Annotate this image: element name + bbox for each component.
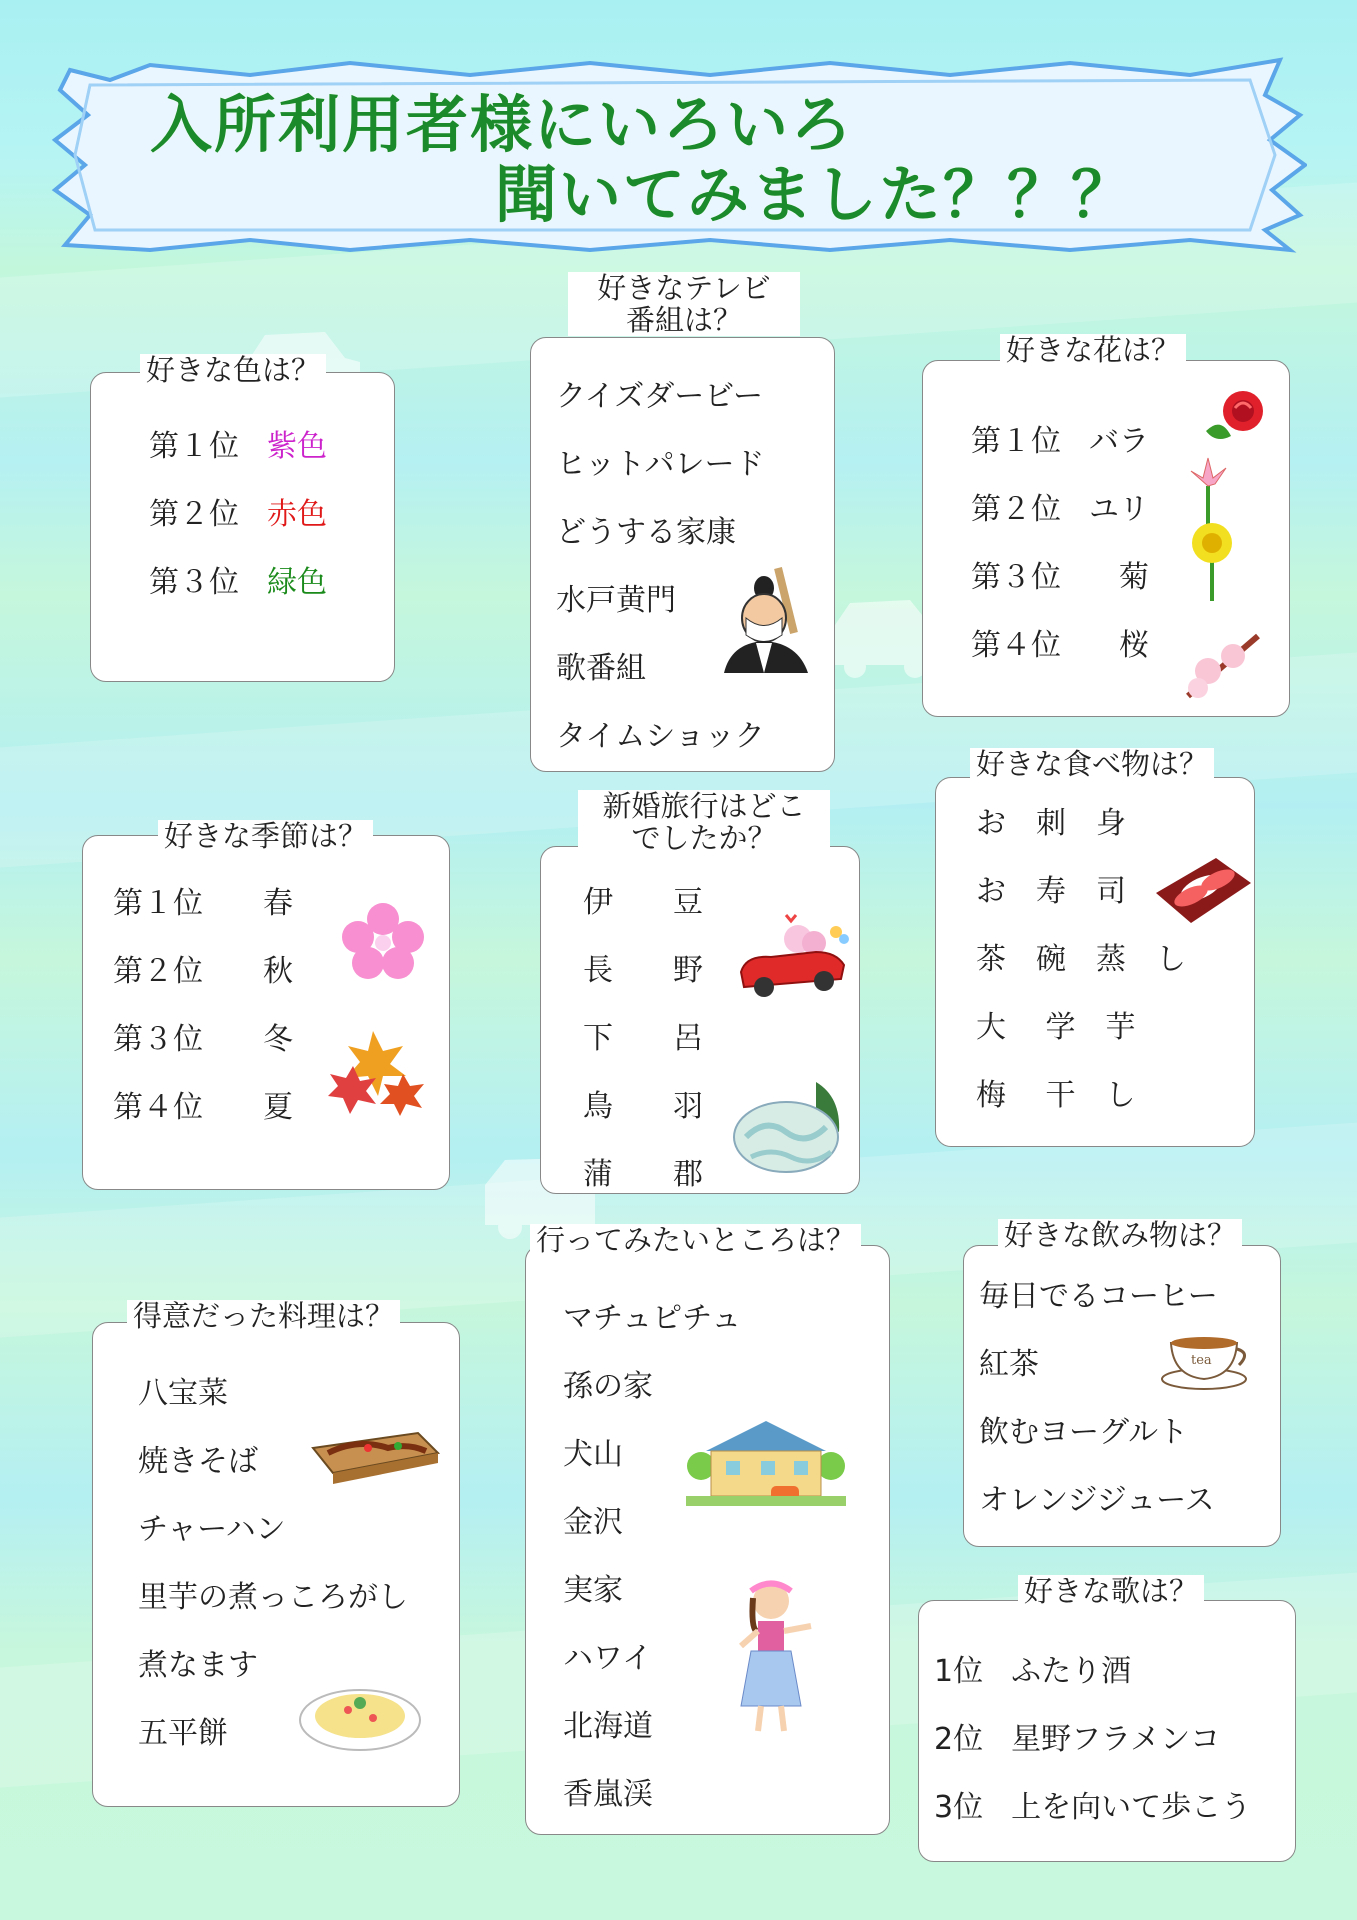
list-item: 里芋の煮っころがし — [138, 1580, 408, 1615]
list-item: 長 野 — [583, 953, 703, 988]
list-item: ハワイ — [563, 1641, 653, 1676]
list-item: 蒲 郡 — [583, 1157, 703, 1192]
list-item: 第２位 ユリ — [971, 492, 1149, 527]
list-item: チャーハン — [138, 1512, 286, 1547]
cherry-blossom-icon — [1178, 626, 1268, 706]
list-item: 第３位 冬 — [113, 1022, 293, 1057]
list-item: 犬山 — [563, 1437, 623, 1472]
list-item: クイズダービー — [556, 379, 763, 414]
list-item: オレンジジュース — [979, 1483, 1215, 1518]
house-icon — [686, 1416, 846, 1506]
favorite-season-label: 好きな季節は？ — [158, 820, 373, 852]
list-item: 孫の家 — [563, 1369, 653, 1404]
list-item: 第１位 紫色 — [149, 429, 327, 464]
list-item: お 寿 司 — [976, 874, 1126, 909]
list-item: 毎日でるコーヒー — [979, 1279, 1218, 1314]
page-title-line1: 入所利用者様にいろいろ — [150, 88, 855, 161]
cooking-label: 得意だった料理は？ — [127, 1300, 400, 1332]
list-item: 3位 上を向いて歩こう — [934, 1790, 1252, 1825]
list-item: 北海道 — [563, 1709, 653, 1744]
samurai-icon — [716, 563, 816, 673]
list-item: 金沢 — [563, 1505, 623, 1540]
list-item: 第１位 バラ — [971, 424, 1149, 459]
list-item: ヒットパレード — [556, 447, 765, 482]
travel-wish-box — [525, 1245, 890, 1835]
list-item: 焼きそば — [138, 1444, 258, 1479]
tea-cup-label: tea — [1191, 1353, 1212, 1368]
favorite-food-label: 好きな食べ物は？ — [970, 748, 1214, 780]
tea-cup-icon — [1159, 1331, 1254, 1391]
list-item: 大 学 芋 — [976, 1010, 1136, 1045]
list-item: 第４位 桜 — [971, 628, 1149, 663]
list-item: 茶 碗 蒸 し — [976, 942, 1186, 977]
list-item: 紅茶 — [979, 1347, 1039, 1382]
favorite-season-box — [82, 835, 450, 1190]
rose-icon — [1201, 386, 1271, 446]
favorite-drink-box — [963, 1245, 1281, 1547]
list-item: 第１位 春 — [113, 886, 293, 921]
list-item: 五平餅 — [138, 1716, 228, 1751]
list-item: 飲むヨーグルト — [979, 1415, 1189, 1450]
list-item: 第４位 夏 — [113, 1090, 293, 1125]
favorite-food-box — [935, 777, 1255, 1147]
favorite-flower-box — [922, 360, 1290, 717]
favorite-drink-label: 好きな飲み物は？ — [998, 1219, 1242, 1251]
hula-dancer-icon — [726, 1576, 826, 1736]
hot-spring-icon — [731, 1077, 846, 1177]
list-item: 1位 ふたり酒 — [934, 1654, 1132, 1689]
fried-rice-icon — [298, 1678, 423, 1753]
sakura-icon — [338, 901, 428, 981]
favorite-flower-label: 好きな花は？ — [1000, 334, 1186, 366]
list-item: 梅 干 し — [976, 1078, 1136, 1113]
favorite-color-box — [90, 372, 395, 682]
favorite-color-label: 好きな色は？ — [140, 354, 326, 386]
list-item: 歌番組 — [556, 651, 646, 686]
list-item: 2位 星野フラメンコ — [934, 1722, 1221, 1757]
list-item: 第２位 赤色 — [149, 497, 327, 532]
list-item: お 刺 身 — [976, 806, 1126, 841]
list-item: 下 呂 — [583, 1021, 703, 1056]
list-item: 第３位 菊 — [971, 560, 1149, 595]
honeymoon-box — [540, 846, 860, 1194]
honeymoon-label: 新婚旅行はどこ でしたか？ — [578, 790, 830, 854]
list-item: 伊 豆 — [583, 885, 703, 920]
autumn-leaves-icon — [328, 1026, 428, 1116]
travel-wish-label: 行ってみたいところは？ — [530, 1224, 861, 1256]
favorite-tv-label: 好きなテレビ 番組は？ — [568, 272, 800, 336]
list-item: 水戸黄門 — [556, 583, 676, 618]
list-item: 煮なます — [138, 1648, 258, 1683]
list-item: 鳥 羽 — [583, 1089, 703, 1124]
title-banner — [50, 55, 1307, 255]
chrysanthemum-icon — [1185, 521, 1240, 601]
sushi-icon — [1156, 858, 1251, 928]
page-title-line2: 聞いてみました？？？ — [495, 158, 1136, 231]
couple-car-icon — [736, 907, 851, 1002]
list-item: 実家 — [563, 1573, 623, 1608]
list-item: 第３位 緑色 — [149, 565, 327, 600]
list-item: タイムショック — [556, 719, 765, 754]
yakisoba-icon — [308, 1418, 443, 1488]
list-item: どうする家康 — [556, 515, 736, 550]
favorite-tv-box — [530, 337, 835, 772]
list-item: 八宝菜 — [138, 1376, 228, 1411]
favorite-song-box — [918, 1600, 1296, 1862]
list-item: 香嵐渓 — [563, 1777, 653, 1812]
list-item: 第２位 秋 — [113, 954, 293, 989]
favorite-song-label: 好きな歌は？ — [1018, 1575, 1204, 1607]
cooking-box — [92, 1322, 460, 1807]
list-item: マチュピチュ — [563, 1301, 742, 1336]
